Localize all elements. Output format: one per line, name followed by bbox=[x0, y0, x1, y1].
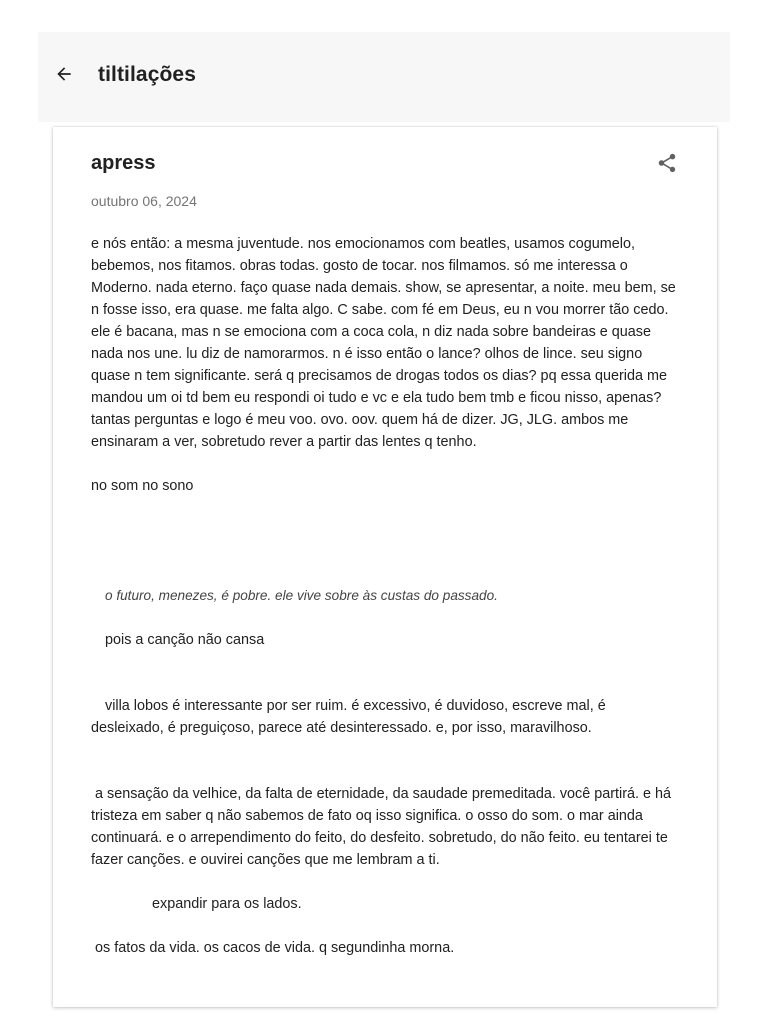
paragraph: e nós então: a mesma juventude. nos emocionamos com beatles, usamos cogumelo, bebemos, nos fitamos. obras todas. gosto de tocar. nos filmamos. só me interessa o Moderno. nada eterno. faço quase nada demais. show, se apresentar, a noite. meu bem, se n fosse isso, era quase. me falta algo. C sabe. com fé em Deus, eu n vou morrer tão cedo. ele é bacana, mas n se emociona com a coca cola, n diz nada sobre bandeiras e quase nada nos une. lu diz de namorarmos. n é isso então o lance? olhos de lince. seu signo quase n tem significante. será q precisamos de drogas todos os dias? pq essa querida me mandou um oi td bem eu respondi oi tudo e vc e ela tudo bem tmb e ficou nisso, apenas? tantas perguntas e logo é meu voo. ovo. oov. quem há de dizer. JG, JLG. ambos me ensinaram a ver, sobretudo rever a partir das lentes q tenho. bbox=[91, 236, 676, 450]
post-title[interactable]: apress bbox=[91, 152, 156, 174]
arrow-left-icon bbox=[54, 64, 74, 89]
paragraph: expandir para os lados. bbox=[152, 896, 302, 912]
paragraph: no som no sono bbox=[91, 478, 194, 494]
paragraph: a sensação da velhice, da falta de eternidade, da saudade premeditada. você partirá. e há tristeza em saber q não sabemos de fato oq isso significa. o osso do som. o mar ainda continuará. e o arrependimento do feito, do desfeito. sobretudo, do não feito. eu tentarei te fazer canções. e ouvirei canções que me lembram a ti. bbox=[91, 786, 672, 868]
blog-header bbox=[38, 32, 730, 122]
paragraph: villa lobos é interessante por ser ruim. é excessivo, é duvidoso, escreve mal, é desleixado, é preguiçoso, parece até desinteressado. e, por isso, maravilhoso. bbox=[91, 698, 606, 736]
post-body bbox=[91, 233, 681, 959]
back-button[interactable] bbox=[48, 60, 80, 92]
blog-title[interactable]: tiltilações bbox=[98, 63, 196, 86]
post-card bbox=[53, 127, 717, 1007]
italic-quote: o futuro, menezes, é pobre. ele vive sobre às custas do passado. bbox=[105, 588, 498, 603]
share-button[interactable] bbox=[653, 151, 681, 179]
share-icon bbox=[656, 152, 678, 179]
paragraph: pois a canção não cansa bbox=[105, 632, 265, 648]
post-date[interactable]: outubro 06, 2024 bbox=[91, 193, 197, 209]
paragraph: os fatos da vida. os cacos de vida. q segundinha morna. bbox=[95, 940, 455, 956]
